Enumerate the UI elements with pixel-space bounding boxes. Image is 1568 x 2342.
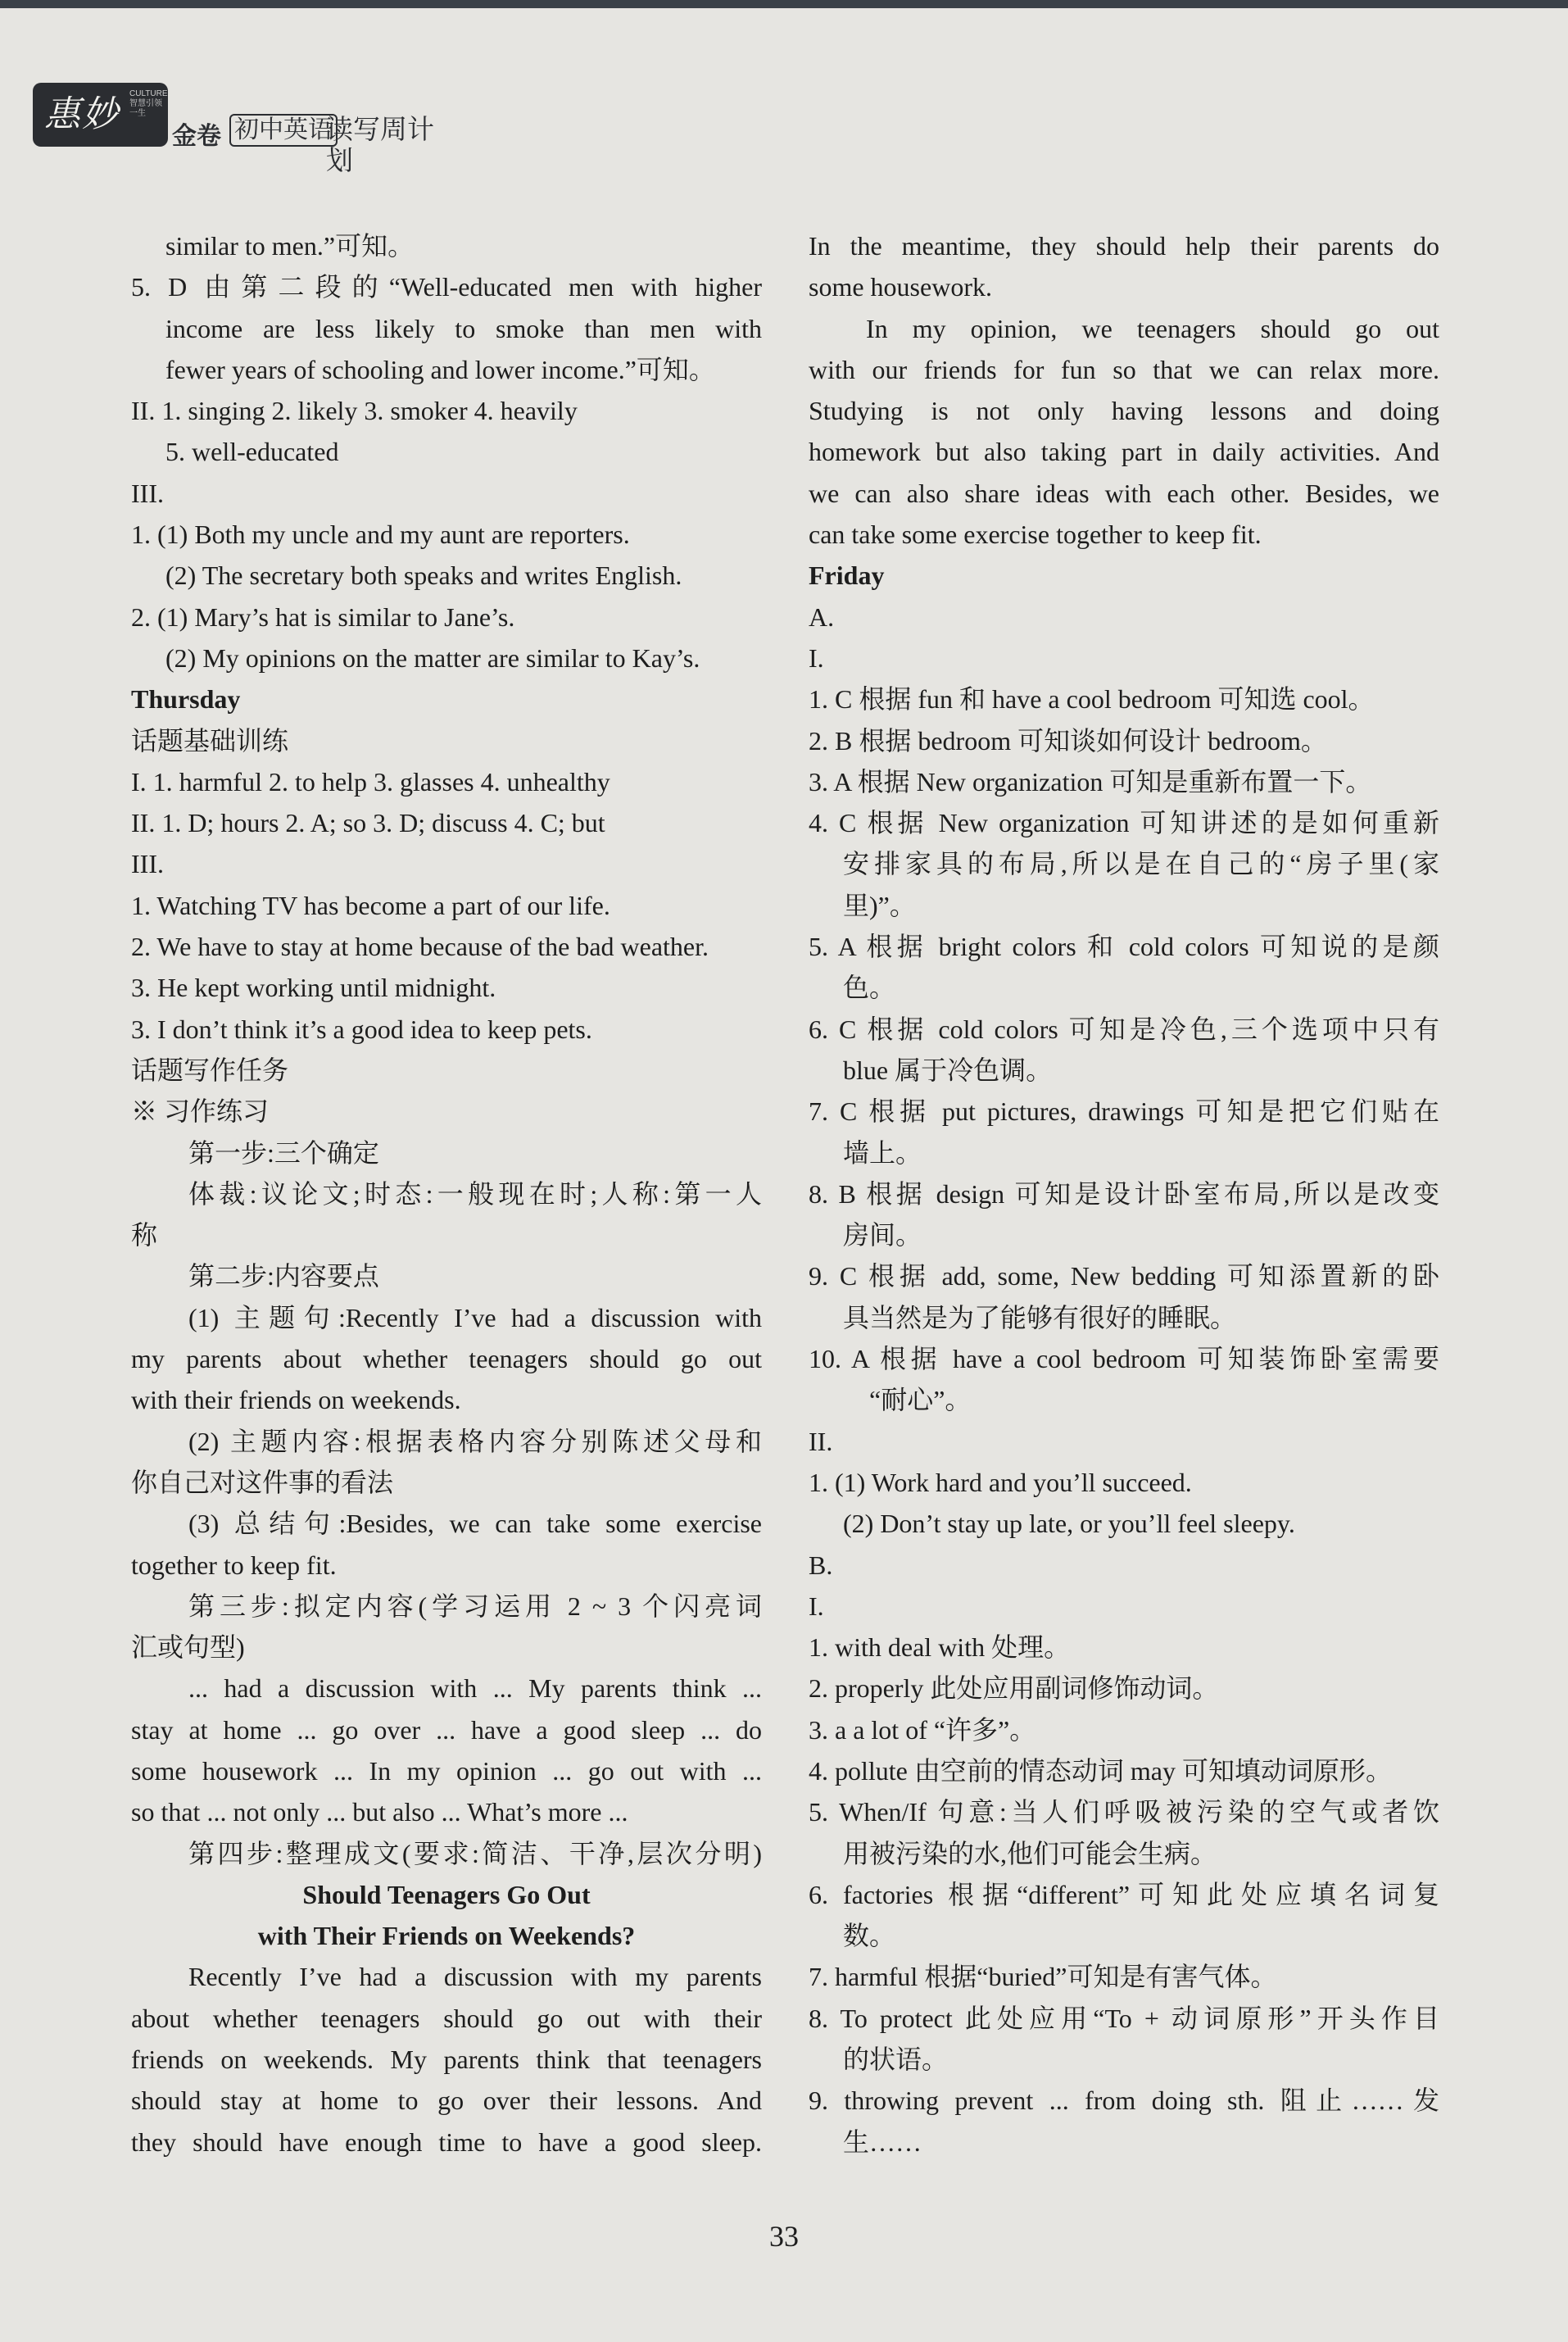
essay-title: with Their Friends on Weekends? (257, 1921, 636, 1951)
text-line: 1. with deal with 处理。 (809, 1632, 1071, 1663)
text-line: 第一步:三个确定 (188, 1137, 379, 1168)
section-heading: Friday (809, 561, 885, 591)
text-line: 第三步:拟定内容(学习运用 2 ~ 3 个闪亮词 (188, 1591, 762, 1621)
text-line: (2) Don’t stay up late, or you’ll feel sleepy. (843, 1509, 1295, 1539)
text-line: 2. (1) Mary’s hat is similar to Jane’s. (131, 601, 515, 632)
text-line: II. 1. singing 2. likely 3. smoker 4. heavily (131, 396, 578, 426)
text-line: some housework ... In my opinion ... go out with ... (131, 1755, 762, 1786)
text-line: (2) 主题内容:根据表格内容分别陈述父母和 (188, 1426, 762, 1456)
text-line: 3. He kept working until midnight. (131, 973, 496, 1003)
text-line: 生…… (843, 2126, 922, 2157)
text-line: 8. B 根据 design 可知是设计卧室布局,所以是改变 (809, 1178, 1439, 1209)
left-column (131, 225, 762, 2163)
text-line: 话题写作任务 (131, 1055, 289, 1085)
text-line: some housework. (809, 272, 992, 302)
text-line: II. (809, 1426, 833, 1456)
text-line: 房间。 (843, 1220, 922, 1250)
text-line: 5. D 由第二段的“Well-educated men with higher (131, 272, 762, 302)
text-line: 称 (131, 1220, 158, 1250)
text-line: 6. factories 根据“different”可知此处应填名词复 (809, 1879, 1439, 1909)
text-line: 墙上。 (843, 1137, 922, 1168)
text-line: 4. C 根据 New organization 可知讲述的是如何重新 (809, 808, 1439, 838)
text-line: 6. C 根据 cold colors 可知是冷色,三个选项中只有 (809, 1014, 1439, 1044)
text-line: 第二步:内容要点 (188, 1261, 379, 1291)
text-line: they should have enough time to have a good sleep. (131, 2126, 762, 2157)
brand-label: 金卷 (172, 122, 221, 151)
top-border (0, 0, 1568, 8)
text-line: 9. C 根据 add, some, New bedding 可知添置新的卧 (809, 1261, 1439, 1291)
text-line: 1. C 根据 fun 和 have a cool bedroom 可知选 cool。 (809, 684, 1375, 715)
text-line: 2. properly 此处应用副词修饰动词。 (809, 1673, 1219, 1704)
text-line: 里)”。 (843, 890, 916, 920)
text-line: In my opinion, we teenagers should go out (866, 313, 1439, 343)
text-line: 用被污染的水,他们可能会生病。 (843, 1838, 1217, 1868)
text-line: 汇或句型) (131, 1632, 245, 1663)
text-line: 色。 (843, 973, 896, 1003)
text-line: can take some exercise together to keep fit. (809, 520, 1262, 550)
text-line: 话题基础训练 (131, 725, 289, 756)
text-line: (1) 主题句:Recently I’ve had a discussion with (188, 1302, 762, 1332)
text-line: II. 1. D; hours 2. A; so 3. D; discuss 4. C; but (131, 808, 605, 838)
text-line: 3. I don’t think it’s a good idea to keep pets. (131, 1014, 592, 1044)
series-label: 初中英语 (229, 114, 338, 147)
text-line: III. (131, 849, 164, 879)
text-line: should stay at home to go over their lessons. And (131, 2086, 762, 2116)
text-line: so that ... not only ... but also ... What’s more ... (131, 1797, 628, 1827)
text-line: III. (131, 478, 164, 508)
text-line: “耐心”。 (869, 1385, 972, 1415)
text-line: 10. A 根据 have a cool bedroom 可知装饰卧室需要 (809, 1344, 1439, 1374)
text-line: 7. C 根据 put pictures, drawings 可知是把它们贴在 (809, 1096, 1439, 1127)
essay-title: Should Teenagers Go Out (302, 1879, 591, 1909)
text-line: 第四步:整理成文(要求:简洁、干净,层次分明) (188, 1838, 762, 1868)
right-column (809, 225, 1439, 2163)
text-line: (2) The secretary both speaks and writes English. (165, 561, 682, 591)
text-line: with their friends on weekends. (131, 1385, 461, 1415)
text-line: 7. harmful 根据“buried”可知是有害气体。 (809, 1962, 1277, 1992)
text-line: In the meantime, they should help their parents do (809, 231, 1439, 261)
text-line: friends on weekends. My parents think that teenagers (131, 2045, 762, 2075)
text-line: we can also share ideas with each other. Besides, we (809, 478, 1439, 508)
text-line: A. (809, 601, 835, 632)
text-line: 5. A 根据 bright colors 和 cold colors 可知说的是颜 (809, 932, 1439, 962)
text-line: B. (809, 1550, 833, 1580)
plan-label: 读写周计划 (326, 113, 434, 176)
text-line: together to keep fit. (131, 1550, 337, 1580)
text-line: 4. pollute 由空前的情态动词 may 可知填动词原形。 (809, 1755, 1392, 1786)
text-line: my parents about whether teenagers should go out (131, 1344, 762, 1374)
text-line: 8. To protect 此处应用“To + 动词原形”开头作目 (809, 2003, 1439, 2033)
text-line: 2. B 根据 bedroom 可知谈如何设计 bedroom。 (809, 725, 1327, 756)
text-line: with our friends for fun so that we can relax more. (809, 354, 1439, 384)
text-line: 5. When/If 句意:当人们呼吸被污染的空气或者饮 (809, 1797, 1439, 1827)
text-line: Studying is not only having lessons and doing (809, 396, 1439, 426)
text-line: similar to men.”可知。 (165, 231, 415, 261)
text-line: stay at home ... go over ... have a good sleep ... do (131, 1714, 762, 1745)
text-line: 你自己对这件事的看法 (131, 1467, 394, 1497)
text-line: I. (809, 642, 824, 673)
text-line: 数。 (843, 1921, 896, 1951)
text-line: 1. Watching TV has become a part of our life. (131, 890, 610, 920)
text-line: 2. We have to stay at home because of the bad weather. (131, 932, 709, 962)
text-line: 9. throwing prevent ... from doing sth. 阻止……发 (809, 2086, 1439, 2116)
text-line: 5. well-educated (165, 437, 339, 467)
text-line: (2) My opinions on the matter are similar to Kay’s. (165, 642, 700, 673)
publisher-logo: 惠妙 CULTURE 智慧引领一生 (33, 83, 168, 147)
header (33, 78, 459, 176)
text-line: I. (809, 1591, 824, 1621)
text-line: 体裁:议论文;时态:一般现在时;人称:第一人 (188, 1178, 762, 1209)
text-line: 1. (1) Both my uncle and my aunt are reporters. (131, 520, 630, 550)
text-line: Recently I’ve had a discussion with my parents (188, 1962, 762, 1992)
text-line: I. 1. harmful 2. to help 3. glasses 4. unhealthy (131, 766, 610, 797)
text-line: ... had a discussion with ... My parents think ... (188, 1673, 762, 1704)
text-line: ※ 习作练习 (131, 1096, 270, 1127)
text-line: 具当然是为了能够有很好的睡眠。 (843, 1302, 1237, 1332)
section-heading: Thursday (131, 684, 241, 715)
text-line: 安排家具的布局,所以是在自己的“房子里(家 (843, 849, 1439, 879)
text-line: homework but also taking part in daily activities. And (809, 437, 1439, 467)
text-line: 的状语。 (843, 2045, 949, 2075)
text-line: 3. a a lot of “许多”。 (809, 1714, 1036, 1745)
text-line: 3. A 根据 New organization 可知是重新布置一下。 (809, 766, 1372, 797)
text-line: 1. (1) Work hard and you’ll succeed. (809, 1467, 1192, 1497)
text-line: fewer years of schooling and lower income.”可知。 (165, 354, 715, 384)
text-line: (3) 总结句:Besides, we can take some exercise (188, 1509, 762, 1539)
text-line: blue 属于冷色调。 (843, 1055, 1053, 1085)
text-line: income are less likely to smoke than men with (165, 313, 762, 343)
page-number: 33 (769, 2220, 799, 2253)
text-line: about whether teenagers should go out with their (131, 2003, 762, 2033)
